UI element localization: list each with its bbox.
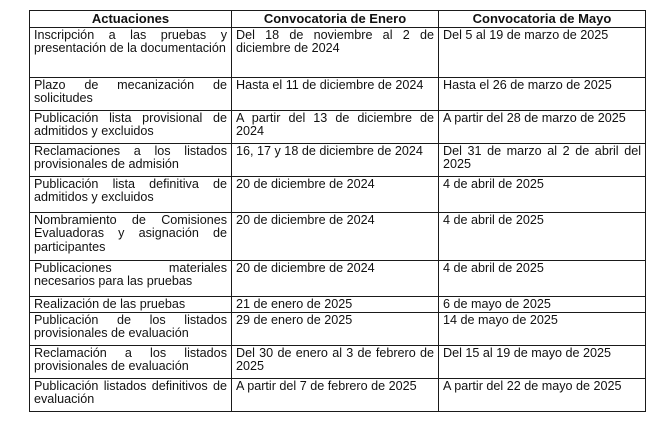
- cell-mayo: 4 de abril de 2025: [439, 176, 646, 212]
- cell-enero: 20 de diciembre de 2024: [232, 176, 439, 212]
- cell-enero: Hasta el 11 de diciembre de 2024: [232, 77, 439, 110]
- cell-mayo: Del 31 de marzo al 2 de abril del 2025: [439, 143, 646, 176]
- schedule-table-container: [29, 10, 645, 412]
- cell-actuacion: Inscripción a las pruebas y presentación de la documentación: [30, 27, 232, 77]
- column-header-actuaciones: Actuaciones: [30, 11, 232, 28]
- cell-actuacion: Realización de las pruebas: [30, 296, 232, 312]
- cell-enero: 29 de enero de 2025: [232, 312, 439, 345]
- cell-enero: 21 de enero de 2025: [232, 296, 439, 312]
- table-header-row: [30, 11, 646, 28]
- cell-actuacion: Reclamación a los listados provisionales de evaluación: [30, 345, 232, 378]
- table-row: [30, 176, 646, 212]
- cell-mayo: 14 de mayo de 2025: [439, 312, 646, 345]
- cell-mayo: Del 5 al 19 de marzo de 2025: [439, 27, 646, 77]
- cell-actuacion: Publicación de los listados provisionales de evaluación: [30, 312, 232, 345]
- cell-enero: Del 30 de enero al 3 de febrero de 2025: [232, 345, 439, 378]
- cell-mayo: 4 de abril de 2025: [439, 212, 646, 260]
- table-row: [30, 77, 646, 110]
- cell-enero: 16, 17 y 18 de diciembre de 2024: [232, 143, 439, 176]
- cell-mayo: 4 de abril de 2025: [439, 260, 646, 296]
- column-header-mayo: Convocatoria de Mayo: [439, 11, 646, 28]
- cell-enero: 20 de diciembre de 2024: [232, 212, 439, 260]
- column-header-enero: Convocatoria de Enero: [232, 11, 439, 28]
- table-row: [30, 212, 646, 260]
- cell-enero: 20 de diciembre de 2024: [232, 260, 439, 296]
- table-row: [30, 143, 646, 176]
- table-row: [30, 378, 646, 411]
- cell-mayo: Hasta el 26 de marzo de 2025: [439, 77, 646, 110]
- table-row: [30, 110, 646, 143]
- cell-enero: Del 18 de noviembre al 2 de diciembre de 2024: [232, 27, 439, 77]
- cell-mayo: A partir del 22 de mayo de 2025: [439, 378, 646, 411]
- table-row: [30, 27, 646, 77]
- cell-actuacion: Publicación lista provisional de admitidos y excluidos: [30, 110, 232, 143]
- cell-actuacion: Nombramiento de Comisiones Evaluadoras y asignación de participantes: [30, 212, 232, 260]
- table-row: [30, 296, 646, 312]
- table-row: [30, 312, 646, 345]
- cell-enero: A partir del 7 de febrero de 2025: [232, 378, 439, 411]
- cell-mayo: A partir del 28 de marzo de 2025: [439, 110, 646, 143]
- cell-mayo: Del 15 al 19 de mayo de 2025: [439, 345, 646, 378]
- cell-actuacion: Publicaciones materiales necesarios para las pruebas: [30, 260, 232, 296]
- schedule-table: [29, 10, 646, 412]
- cell-actuacion: Publicación listados definitivos de evaluación: [30, 378, 232, 411]
- table-row: [30, 260, 646, 296]
- cell-actuacion: Plazo de mecanización de solicitudes: [30, 77, 232, 110]
- table-row: [30, 345, 646, 378]
- cell-actuacion: Publicación lista definitiva de admitidos y excluidos: [30, 176, 232, 212]
- cell-mayo: 6 de mayo de 2025: [439, 296, 646, 312]
- cell-enero: A partir del 13 de diciembre de 2024: [232, 110, 439, 143]
- cell-actuacion: Reclamaciones a los listados provisionales de admisión: [30, 143, 232, 176]
